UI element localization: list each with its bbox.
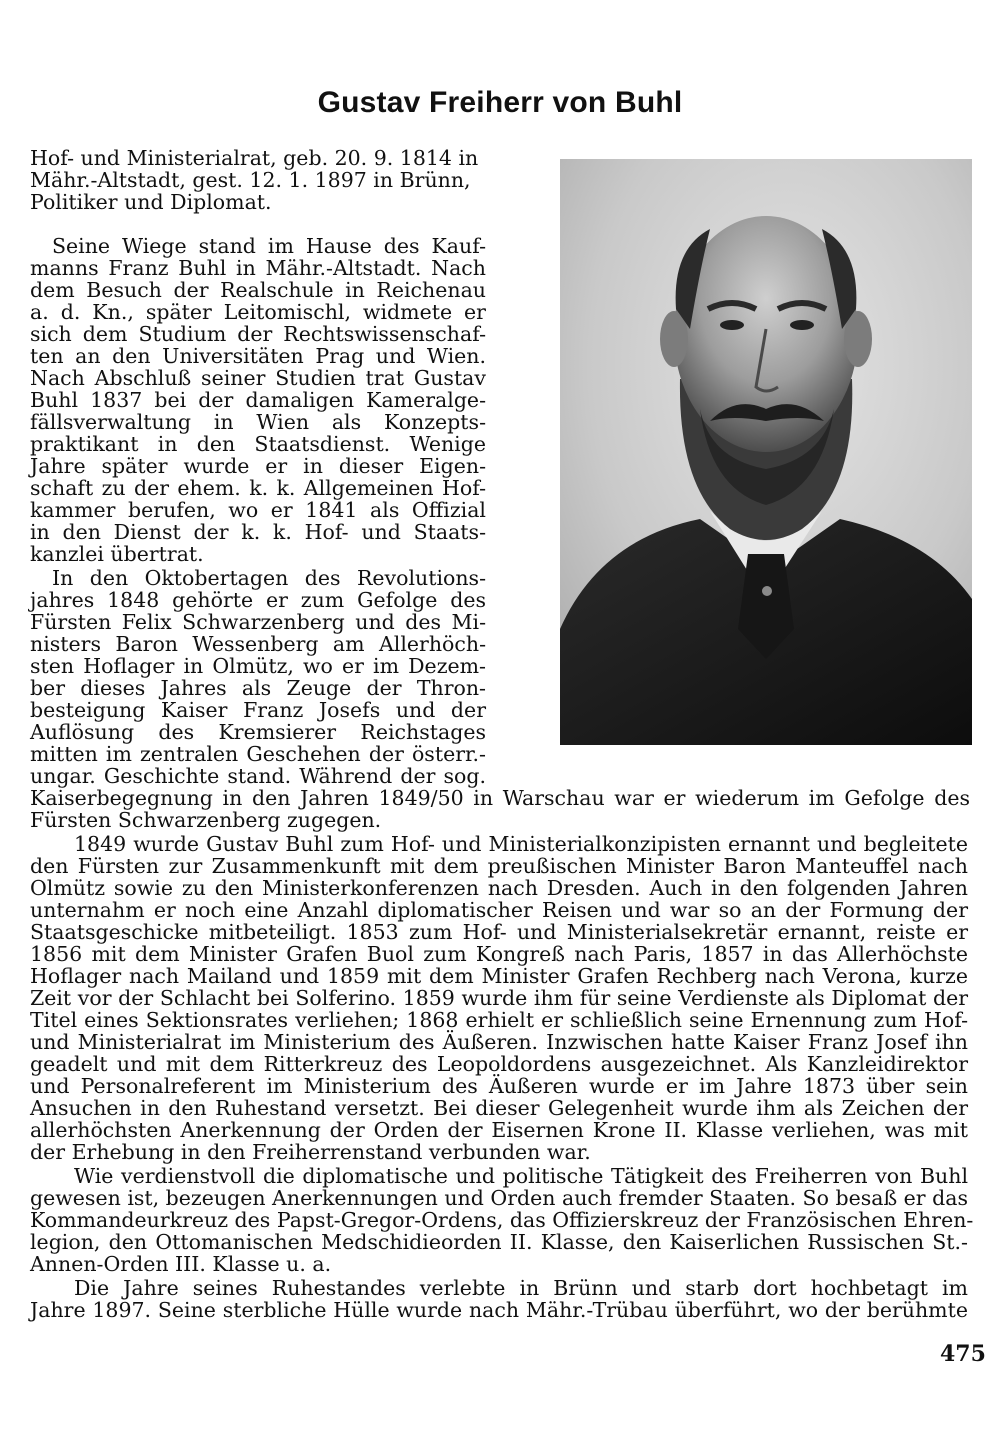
- paragraph-line: besteigung Kaiser Franz Josefs und der: [30, 698, 486, 722]
- paragraph-line: unternahm er noch eine Anzahl diplomatischer Reisen und war so an der Formung der: [30, 898, 968, 922]
- intro-line: Politiker und Diplomat.: [30, 190, 272, 214]
- paragraph-line: Buhl 1837 bei der damaligen Kameralge-: [30, 388, 486, 412]
- paragraph-line: Auflösung des Kremsierer Reichstages: [30, 720, 486, 744]
- paragraph-line: kanzlei übertrat.: [30, 542, 204, 566]
- paragraph-line: Jahre 1897. Seine sterbliche Hülle wurde nach Mähr.-Trübau überführt, wo der berühmte: [30, 1298, 968, 1322]
- paragraph-line: 1849 wurde Gustav Buhl zum Hof- und Ministerialkonzipisten ernannt und begleitete: [74, 832, 968, 856]
- paragraph-line: in den Dienst der k. k. Hof- und Staats-: [30, 520, 486, 544]
- portrait-photo: [560, 159, 972, 745]
- paragraph-line: Die Jahre seines Ruhestandes verlebte in Brünn und starb dort hochbetagt im: [74, 1276, 968, 1300]
- paragraph-line: ten an den Universitäten Prag und Wien.: [30, 344, 486, 368]
- paragraph-line: den Fürsten zur Zusammenkunft mit dem preußischen Minister Baron Manteuffel nach: [30, 854, 968, 878]
- paragraph-line: allerhöchsten Anerkennung der Orden der Eisernen Krone II. Klasse verliehen, was mit: [30, 1118, 968, 1142]
- paragraph-line: und Personalreferent im Ministerium des Äußeren wurde er im Jahre 1873 über sein: [30, 1074, 968, 1098]
- paragraph-line: Seine Wiege stand im Hause des Kauf-: [52, 234, 486, 258]
- paragraph-line: nisters Baron Wessenberg am Allerhöch-: [30, 632, 486, 656]
- paragraph-line: fällsverwaltung in Wien als Konzepts-: [30, 410, 486, 434]
- paragraph-line: sich dem Studium der Rechtswissenschaf-: [30, 322, 486, 346]
- paragraph-line: Jahre später wurde er in dieser Eigen-: [30, 454, 486, 478]
- page-number: 475: [940, 1341, 986, 1367]
- paragraph-line: schaft zu der ehem. k. k. Allgemeinen Hof-: [30, 476, 486, 500]
- paragraph-line: Fürsten Schwarzenberg zugegen.: [30, 808, 382, 832]
- paragraph-line: ber dieses Jahres als Zeuge der Thron-: [30, 676, 486, 700]
- paragraph-line: praktikant in den Staatsdienst. Wenige: [30, 432, 486, 456]
- paragraph-line: Kommandeurkreuz des Papst-Gregor-Ordens, das Offizierskreuz der Französischen Ehren-: [30, 1208, 974, 1232]
- paragraph-line: geadelt und mit dem Ritterkreuz des Leopoldordens ausgezeichnet. Als Kanzleidirektor: [30, 1052, 968, 1076]
- paragraph-line: legion, den Ottomanischen Medschidieorden II. Klasse, den Kaiserlichen Russischen St.-: [30, 1230, 968, 1254]
- paragraph-line: Staatsgeschicke mitbeteiligt. 1853 zum Hof- und Ministerialsekretär ernannt, reiste er: [30, 920, 968, 944]
- paragraph-line: Hoflager nach Mailand und 1859 mit dem Minister Grafen Rechberg nach Verona, kurze: [30, 964, 968, 988]
- paragraph-line: jahres 1848 gehörte er zum Gefolge des: [30, 588, 486, 612]
- paragraph-line: Wie verdienstvoll die diplomatische und politische Tätigkeit des Freiherren von Buhl: [74, 1164, 968, 1188]
- paragraph-line: und Ministerialrat im Ministerium des Äußeren. Inzwischen hatte Kaiser Franz Josef ihn: [30, 1030, 968, 1054]
- intro-line: Mähr.-Altstadt, gest. 12. 1. 1897 in Brünn,: [30, 168, 471, 192]
- paragraph-line: mitten im zentralen Geschehen der österr.-: [30, 742, 486, 766]
- paragraph-line: sten Hoflager in Olmütz, wo er im Dezem-: [30, 654, 486, 678]
- paragraph-line: gewesen ist, bezeugen Anerkennungen und Orden auch fremder Staaten. So besaß er das: [30, 1186, 968, 1210]
- paragraph-line: 1856 mit dem Minister Grafen Buol zum Kongreß nach Paris, 1857 in das Allerhöchste: [30, 942, 968, 966]
- paragraph-line: In den Oktobertagen des Revolutions-: [52, 566, 486, 590]
- paragraph-line: Titel eines Sektionsrates verliehen; 1868 erhielt er schließlich seine Ernennung zum Hof-: [30, 1008, 968, 1032]
- paragraph-line: Olmütz sowie zu den Ministerkonferenzen nach Dresden. Auch in den folgenden Jahren: [30, 876, 968, 900]
- paragraph-line: ungar. Geschichte stand. Während der sog.: [30, 764, 486, 788]
- paragraph-line: Nach Abschluß seiner Studien trat Gustav: [30, 366, 486, 390]
- paragraph-line: Annen-Orden III. Klasse u. a.: [30, 1252, 332, 1276]
- page-title: Gustav Freiherr von Buhl: [317, 86, 683, 119]
- paragraph-line: dem Besuch der Realschule in Reichenau: [30, 278, 486, 302]
- paragraph-line: Ansuchen in den Ruhestand versetzt. Bei dieser Gelegenheit wurde ihm als Zeichen der: [30, 1096, 968, 1120]
- paragraph-line: manns Franz Buhl in Mähr.-Altstadt. Nach: [30, 256, 486, 280]
- paragraph-line: Kaiserbegegnung in den Jahren 1849/50 in Warschau war er wiederum im Gefolge des: [30, 786, 970, 810]
- paragraph-line: Zeit vor der Schlacht bei Solferino. 1859 wurde ihm für seine Verdienste als Diplomat der: [30, 986, 968, 1010]
- paragraph-line: kammer berufen, wo er 1841 als Offizial: [30, 498, 486, 522]
- intro-line: Hof- und Ministerialrat, geb. 20. 9. 1814 in: [30, 146, 479, 170]
- paragraph-line: Fürsten Felix Schwarzenberg und des Mi-: [30, 610, 486, 634]
- paragraph-line: der Erhebung in den Freiherrenstand verbunden war.: [30, 1140, 591, 1164]
- paragraph-line: a. d. Kn., später Leitomischl, widmete er: [30, 300, 486, 324]
